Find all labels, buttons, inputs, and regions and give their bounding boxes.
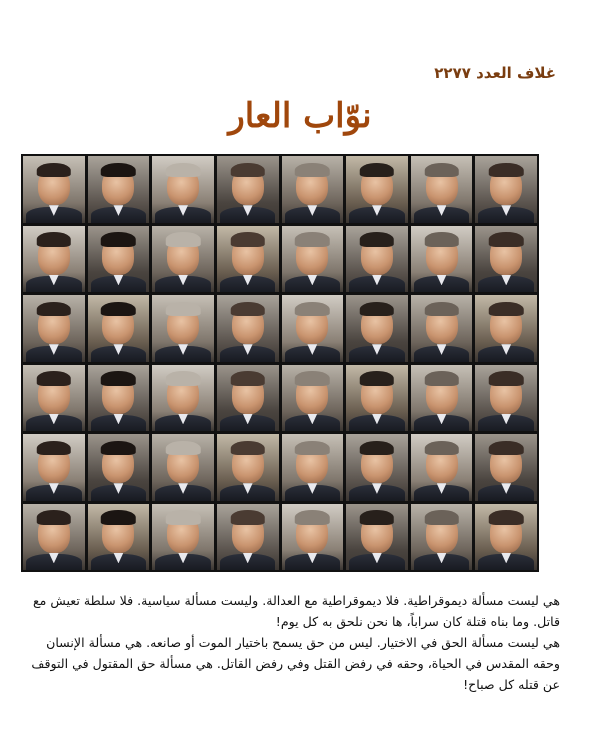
- portrait-photo: [88, 434, 150, 501]
- portrait-hair: [489, 232, 524, 247]
- portrait-photo: [282, 295, 344, 362]
- portrait-hair: [166, 302, 201, 317]
- portrait-photo: [152, 434, 214, 501]
- portrait-hair: [230, 371, 265, 386]
- article-text: [28, 590, 560, 695]
- portrait-hair: [295, 302, 330, 317]
- portrait-photo: [346, 434, 408, 501]
- portrait-photo: [217, 504, 279, 571]
- portrait-photo: [282, 226, 344, 293]
- portrait-photo: [475, 295, 537, 362]
- portrait-hair: [295, 163, 330, 178]
- portrait-photo: [88, 295, 150, 362]
- portrait-photo: [23, 365, 85, 432]
- portrait-hair: [489, 510, 524, 525]
- portrait-photo: [88, 365, 150, 432]
- portrait-hair: [101, 232, 136, 247]
- portrait-hair: [37, 441, 72, 456]
- portrait-hair: [360, 232, 395, 247]
- portrait-hair: [37, 510, 72, 525]
- portrait-hair: [101, 302, 136, 317]
- portrait-hair: [360, 441, 395, 456]
- portrait-photo: [475, 226, 537, 293]
- portrait-photo: [411, 365, 473, 432]
- portrait-hair: [166, 371, 201, 386]
- portrait-hair: [101, 510, 136, 525]
- portrait-hair: [230, 510, 265, 525]
- portrait-photo: [411, 156, 473, 223]
- portrait-hair: [230, 302, 265, 317]
- portrait-photo: [282, 434, 344, 501]
- portrait-photo: [88, 156, 150, 223]
- portrait-hair: [295, 371, 330, 386]
- portrait-hair: [295, 441, 330, 456]
- portrait-hair: [230, 441, 265, 456]
- portrait-photo: [23, 156, 85, 223]
- portrait-photo: [475, 365, 537, 432]
- portrait-hair: [37, 232, 72, 247]
- portrait-photo: [88, 226, 150, 293]
- portrait-hair: [489, 163, 524, 178]
- portrait-photo: [346, 156, 408, 223]
- portrait-photo: [217, 156, 279, 223]
- portrait-hair: [101, 371, 136, 386]
- portrait-photo: [282, 156, 344, 223]
- portrait-photo: [152, 295, 214, 362]
- portrait-hair: [360, 510, 395, 525]
- portrait-hair: [424, 441, 459, 456]
- portrait-photo: [23, 295, 85, 362]
- portrait-hair: [295, 232, 330, 247]
- portrait-photo: [411, 434, 473, 501]
- portrait-photo: [282, 365, 344, 432]
- page-title: نوّاب العار: [228, 96, 372, 136]
- portrait-hair: [37, 371, 72, 386]
- portrait-hair: [230, 232, 265, 247]
- portrait-photo: [23, 226, 85, 293]
- paragraph-1: هي ليست مسألة ديموقراطية. فلا ديموقراطية مع العدالة. وليست مسألة سياسية. فلا سلطة تعيش مع قاتل. وما بناه قتلة كان سراباً، ها نحن نلحق به كل يوم!: [32, 593, 560, 629]
- portrait-hair: [489, 371, 524, 386]
- portrait-photo: [411, 226, 473, 293]
- portrait-photo: [475, 504, 537, 571]
- portrait-hair: [360, 163, 395, 178]
- portrait-hair: [424, 232, 459, 247]
- portrait-hair: [166, 441, 201, 456]
- portrait-hair: [101, 441, 136, 456]
- portrait-hair: [166, 163, 201, 178]
- portrait-hair: [166, 510, 201, 525]
- portrait-photo: [217, 226, 279, 293]
- portrait-hair: [101, 163, 136, 178]
- paragraph-2: هي ليست مسألة الحق في الاختيار. ليس من حق يسمح باختيار الموت أو صانعه. هي مسألة الإنسان وحقه المقدس في الحياة، وحقه في رفض القتل وفي رفض القاتل. هي مسألة حق المقتول في التوقف عن قتله كل صباح!: [31, 635, 560, 692]
- portrait-hair: [424, 371, 459, 386]
- portrait-photo: [346, 295, 408, 362]
- portrait-photo: [152, 365, 214, 432]
- portrait-hair: [360, 302, 395, 317]
- portrait-hair: [37, 163, 72, 178]
- portrait-photo: [346, 365, 408, 432]
- portrait-photo: [152, 156, 214, 223]
- portrait-hair: [424, 302, 459, 317]
- portrait-photo: [88, 504, 150, 571]
- portrait-photo: [217, 434, 279, 501]
- portrait-photo: [475, 156, 537, 223]
- portrait-hair: [37, 302, 72, 317]
- portrait-hair: [424, 163, 459, 178]
- portrait-hair: [295, 510, 330, 525]
- portrait-hair: [424, 510, 459, 525]
- portrait-photo: [282, 504, 344, 571]
- portrait-photo: [217, 295, 279, 362]
- portrait-photo: [346, 504, 408, 571]
- portrait-photo: [23, 434, 85, 501]
- portrait-hair: [230, 163, 265, 178]
- portrait-photo: [346, 226, 408, 293]
- portrait-photo: [23, 504, 85, 571]
- portrait-photo: [411, 295, 473, 362]
- issue-label: غلاف العدد ٢٢٧٧: [434, 64, 556, 82]
- portrait-hair: [360, 371, 395, 386]
- portrait-hair: [489, 302, 524, 317]
- portrait-hair: [166, 232, 201, 247]
- portrait-hair: [489, 441, 524, 456]
- portrait-photo: [152, 226, 214, 293]
- portrait-grid: [21, 154, 539, 572]
- portrait-photo: [475, 434, 537, 501]
- portrait-photo: [217, 365, 279, 432]
- portrait-photo: [411, 504, 473, 571]
- portrait-photo: [152, 504, 214, 571]
